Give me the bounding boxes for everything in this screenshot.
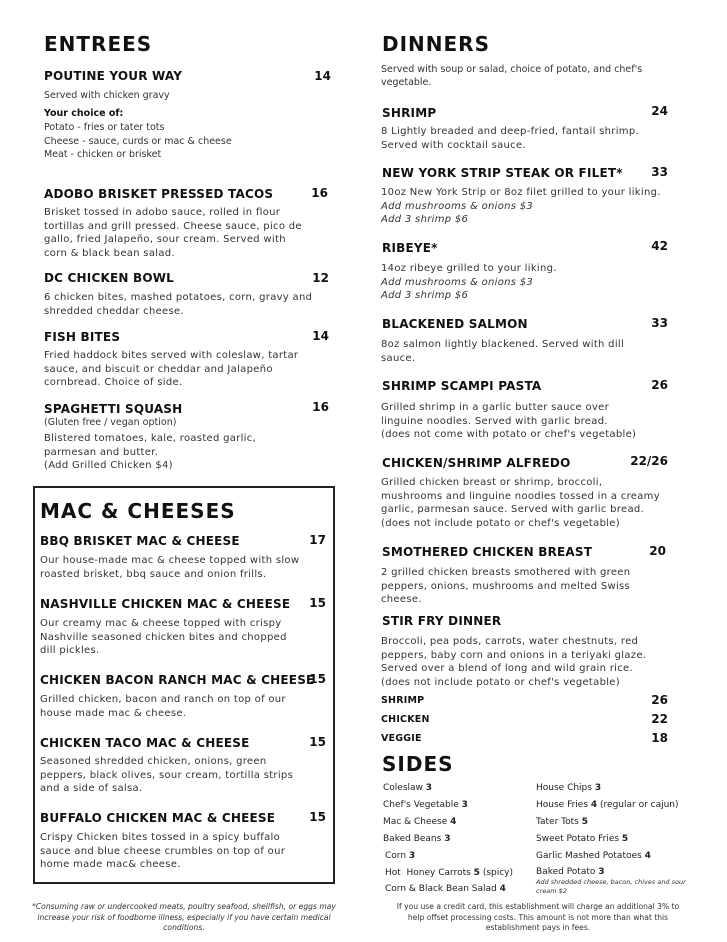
side-item: House Chips 3 bbox=[536, 783, 602, 793]
mac-item-price: 17 bbox=[309, 533, 326, 547]
adobo-desc: Brisket tossed in adobo sauce, rolled in flour tortillas and grill pressed. Cheese sauce, pico de gallo, fried Jalapeño, sour cream. Served with corn & black bean salad. bbox=[44, 207, 302, 259]
mac-item-desc: Crispy Chicken bites tossed in a spicy buffalo sauce and blue cheese crumbles on top of our home made mac& cheese. bbox=[40, 832, 286, 870]
strip-price: 33 bbox=[651, 165, 668, 179]
mac-item-price: 15 bbox=[309, 735, 326, 749]
salmon-price: 33 bbox=[651, 316, 668, 330]
stirfry-option-price: 26 bbox=[651, 693, 668, 707]
mac-item-price: 15 bbox=[309, 810, 326, 824]
dc-bowl-desc: 6 chicken bites, mashed potatoes, corn, gravy and shredded cheddar cheese. bbox=[44, 292, 313, 317]
alfredo-desc: Grilled chicken breast or shrimp, broccoli, mushrooms and linguine noodles tossed in a creamy garlic, parmesan sauce. Served with garlic bread. (does not include potato or chef's vegetable) bbox=[381, 477, 660, 529]
squash-desc: Blistered tomatoes, kale, roasted garlic, parmesan and butter. (Add Grilled Chicken $4) bbox=[44, 433, 257, 471]
side-item: Chef's Vegetable 3 bbox=[383, 800, 468, 810]
adobo-price: 16 bbox=[311, 186, 328, 200]
poutine-name: POUTINE YOUR WAY bbox=[44, 69, 183, 83]
strip-name: NEW YORK STRIP STEAK OR FILET* bbox=[382, 166, 623, 180]
smothered-desc: 2 grilled chicken breasts smothered with green peppers, onions, mushrooms and melted Swiss cheese. bbox=[381, 567, 631, 605]
poutine-choice-2: Cheese - sauce, curds or mac & cheese bbox=[44, 136, 232, 147]
mac-heading: MAC & CHEESES bbox=[40, 499, 236, 523]
stirfry-option-price: 18 bbox=[651, 731, 668, 745]
dinners-heading: DINNERS bbox=[382, 32, 490, 56]
shrimp-name: SHRIMP bbox=[382, 106, 437, 120]
stirfry-name: STIR FRY DINNER bbox=[382, 614, 502, 628]
scampi-desc: Grilled shrimp in a garlic butter sauce over linguine noodles. Served with garlic bread. (does not come with potato or chef's vegetable) bbox=[381, 402, 637, 440]
mac-item-price: 15 bbox=[309, 672, 326, 686]
mac-item-price: 15 bbox=[309, 596, 326, 610]
mac-item-name: CHICKEN BACON RANCH MAC & CHEESE bbox=[40, 673, 315, 687]
dc-bowl-price: 12 bbox=[312, 271, 329, 285]
poutine-choice-label: Your choice of: bbox=[44, 108, 124, 119]
ribeye-desc: 14oz ribeye grilled to your liking. Add mushrooms & onions $3 Add 3 shrimp $6 bbox=[381, 263, 557, 301]
sides-heading: SIDES bbox=[382, 752, 454, 776]
mac-item-name: CHICKEN TACO MAC & CHEESE bbox=[40, 736, 250, 750]
dc-bowl-name: DC CHICKEN BOWL bbox=[44, 271, 175, 285]
ribeye-price: 42 bbox=[651, 239, 668, 253]
fish-bites-name: FISH BITES bbox=[44, 330, 121, 344]
smothered-price: 20 bbox=[649, 544, 666, 558]
side-item: Hot Honey Carrots 5 (spicy) bbox=[385, 868, 514, 878]
scampi-name: SHRIMP SCAMPI PASTA bbox=[382, 379, 542, 393]
stirfry-option-name: VEGGIE bbox=[381, 733, 422, 744]
stirfry-desc: Broccoli, pea pods, carrots, water chestnuts, red peppers, baby corn and onions in a teriyaki glaze. Served over a blend of long and wild grain rice. (does not include potato or chef's vegetable) bbox=[381, 636, 647, 688]
poutine-choice-3: Meat - chicken or brisket bbox=[44, 149, 162, 160]
salmon-name: BLACKENED SALMON bbox=[382, 317, 528, 331]
fish-bites-desc: Fried haddock bites served with coleslaw, tartar sauce, and biscuit or cheddar and Jalapeño cornbread. Choice of side. bbox=[44, 350, 299, 388]
squash-name: SPAGHETTI SQUASH bbox=[44, 402, 183, 416]
side-item: Sweet Potato Fries 5 bbox=[536, 834, 629, 844]
side-item: Baked Potato 3 bbox=[536, 867, 605, 877]
side-item: Corn & Black Bean Salad 4 bbox=[385, 884, 506, 894]
entrees-heading: ENTREES bbox=[44, 32, 153, 56]
salmon-desc: 8oz salmon lightly blackened. Served with dill sauce. bbox=[381, 339, 625, 364]
stirfry-option-name: CHICKEN bbox=[381, 714, 430, 725]
mac-item-name: BBQ BRISKET MAC & CHEESE bbox=[40, 534, 240, 548]
poutine-choice-1: Potato - fries or tater tots bbox=[44, 122, 165, 133]
mac-item-desc: Seasoned shredded chicken, onions, green peppers, black olives, sour cream, tortilla strips and a side of salsa. bbox=[40, 756, 294, 794]
side-item: Baked Beans 3 bbox=[383, 834, 451, 844]
side-item: Coleslaw 3 bbox=[383, 783, 433, 793]
shrimp-price: 24 bbox=[651, 104, 668, 118]
poutine-price: 14 bbox=[314, 69, 331, 83]
side-item: Mac & Cheese 4 bbox=[383, 817, 457, 827]
squash-price: 16 bbox=[312, 400, 329, 414]
mac-item-desc: Our creamy mac & cheese topped with crispy Nashville seasoned chicken bites and chopped dill pickles. bbox=[40, 618, 287, 656]
mac-item-name: NASHVILLE CHICKEN MAC & CHEESE bbox=[40, 597, 291, 611]
side-item: House Fries 4 (regular or cajun) bbox=[536, 800, 679, 810]
fish-bites-price: 14 bbox=[312, 329, 329, 343]
stirfry-option-name: SHRIMP bbox=[381, 695, 425, 706]
alfredo-name: CHICKEN/SHRIMP ALFREDO bbox=[382, 456, 571, 470]
ribeye-name: RIBEYE* bbox=[382, 241, 438, 255]
strip-desc: 10oz New York Strip or 8oz filet grilled to your liking. Add mushrooms & onions $3 Add 3 shrimp $6 bbox=[381, 187, 661, 225]
dinners-intro: Served with soup or salad, choice of potato, and chef's vegetable. bbox=[381, 64, 643, 88]
alfredo-price: 22/26 bbox=[630, 454, 668, 468]
adobo-name: ADOBO BRISKET PRESSED TACOS bbox=[44, 187, 274, 201]
credit-card-notice: If you use a credit card, this establishment will charge an additional 3% to help offset processing costs. This amount is not more than what this establishment pays in fees. bbox=[396, 902, 680, 932]
shrimp-desc: 8 Lightly breaded and deep-fried, fantail shrimp. Served with cocktail sauce. bbox=[381, 126, 639, 151]
mac-item-desc: Grilled chicken, bacon and ranch on top of our house made mac & cheese. bbox=[40, 694, 286, 719]
smothered-name: SMOTHERED CHICKEN BREAST bbox=[382, 545, 593, 559]
poutine-desc: Served with chicken gravy bbox=[44, 90, 170, 101]
side-item: Tater Tots 5 bbox=[536, 817, 588, 827]
side-item: Garlic Mashed Potatoes 4 bbox=[536, 851, 651, 861]
scampi-price: 26 bbox=[651, 378, 668, 392]
squash-note: (Gluten free / vegan option) bbox=[44, 417, 177, 428]
mac-item-desc: Our house-made mac & cheese topped with slow roasted brisket, bbq sauce and onion frills. bbox=[40, 555, 300, 580]
mac-item-name: BUFFALO CHICKEN MAC & CHEESE bbox=[40, 811, 276, 825]
side-item: Corn 3 bbox=[385, 851, 416, 861]
stirfry-option-price: 22 bbox=[651, 712, 668, 726]
baked-potato-note: Add shredded cheese, bacon, chives and sour cream $2 bbox=[536, 878, 686, 895]
allergen-disclaimer: *Consuming raw or undercooked meats, poultry seafood, shellfish, or eggs may increase your risk of foodborne illness, especially if you have certain medical conditions. bbox=[32, 902, 336, 932]
